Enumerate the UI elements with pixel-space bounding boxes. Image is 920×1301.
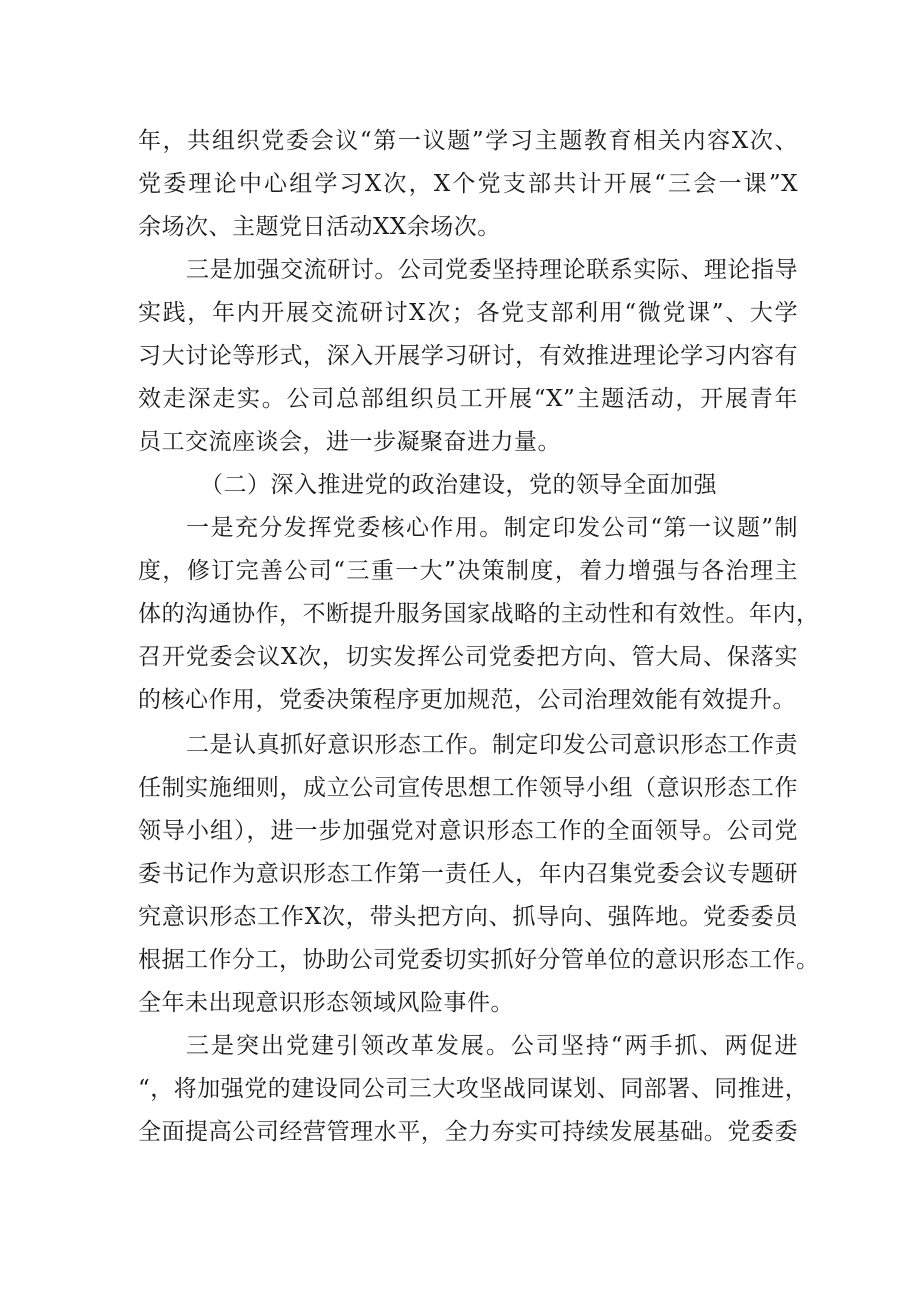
text-line: 全面提高公司经营管理水平，全力夯实可持续发展基础。党委委 [138, 1119, 798, 1145]
text-line: 实践，年内开展交流研讨X次；各党支部利用“微党课”、大学 [138, 300, 798, 326]
text-line: 委书记作为意识形态工作第一责任人，年内召集党委会议专题研 [138, 861, 798, 887]
section-heading: （二）深入推进党的政治建设，党的领导全面加强 [200, 472, 717, 498]
text-line: “，将加强党的建设同公司三大攻坚战同谋划、同部署、同推进， [138, 1076, 809, 1102]
text-line: 年，共组织党委会议“第一议题”学习主题教育相关内容X次、 [138, 128, 798, 154]
text-line: 召开党委会议X次，切实发挥公司党委把方向、管大局、保落实 [138, 644, 798, 670]
text-line: 效走深走实。公司总部组织员工开展“X”主题活动，开展青年 [138, 386, 798, 412]
text-line: 员工交流座谈会，进一步凝聚奋进力量。 [138, 429, 561, 455]
paragraph-first-line: 二是认真抓好意识形态工作。制定印发公司意识形态工作责 [186, 732, 798, 758]
text-line: 领导小组），进一步加强党对意识形态工作的全面领导。公司党 [138, 818, 798, 844]
text-line: 党委理论中心组学习X次，X个党支部共计开展“三会一课”X [138, 171, 798, 197]
text-line: 体的沟通协作，不断提升服务国家战略的主动性和有效性。年内， [138, 601, 820, 627]
text-line: 根据工作分工，协助公司党委切实抓好分管单位的意识形态工作。 [138, 947, 820, 973]
text-line: 的核心作用，党委决策程序更加规范，公司治理效能有效提升。 [138, 687, 796, 713]
text-line: 任制实施细则，成立公司宣传思想工作领导小组（意识形态工作 [138, 775, 798, 801]
paragraph-first-line: 三是突出党建引领改革发展。公司坚持“两手抓、两促进 [186, 1033, 798, 1059]
paragraph-first-line: 一是充分发挥党委核心作用。制定印发公司“第一议题”制 [186, 515, 798, 541]
text-line: 究意识形态工作X次，带头把方向、抓导向、强阵地。党委委员 [138, 904, 798, 930]
text-line: 余场次、主题党日活动XX余场次。 [138, 214, 501, 240]
text-line: 度，修订完善公司“三重一大”决策制度，着力增强与各治理主 [138, 558, 798, 584]
text-line: 全年未出现意识形态领域风险事件。 [138, 990, 514, 1016]
text-line: 习大讨论等形式，深入开展学习研讨，有效推进理论学习内容有 [138, 343, 798, 369]
paragraph-first-line: 三是加强交流研讨。公司党委坚持理论联系实际、理论指导 [186, 257, 798, 283]
